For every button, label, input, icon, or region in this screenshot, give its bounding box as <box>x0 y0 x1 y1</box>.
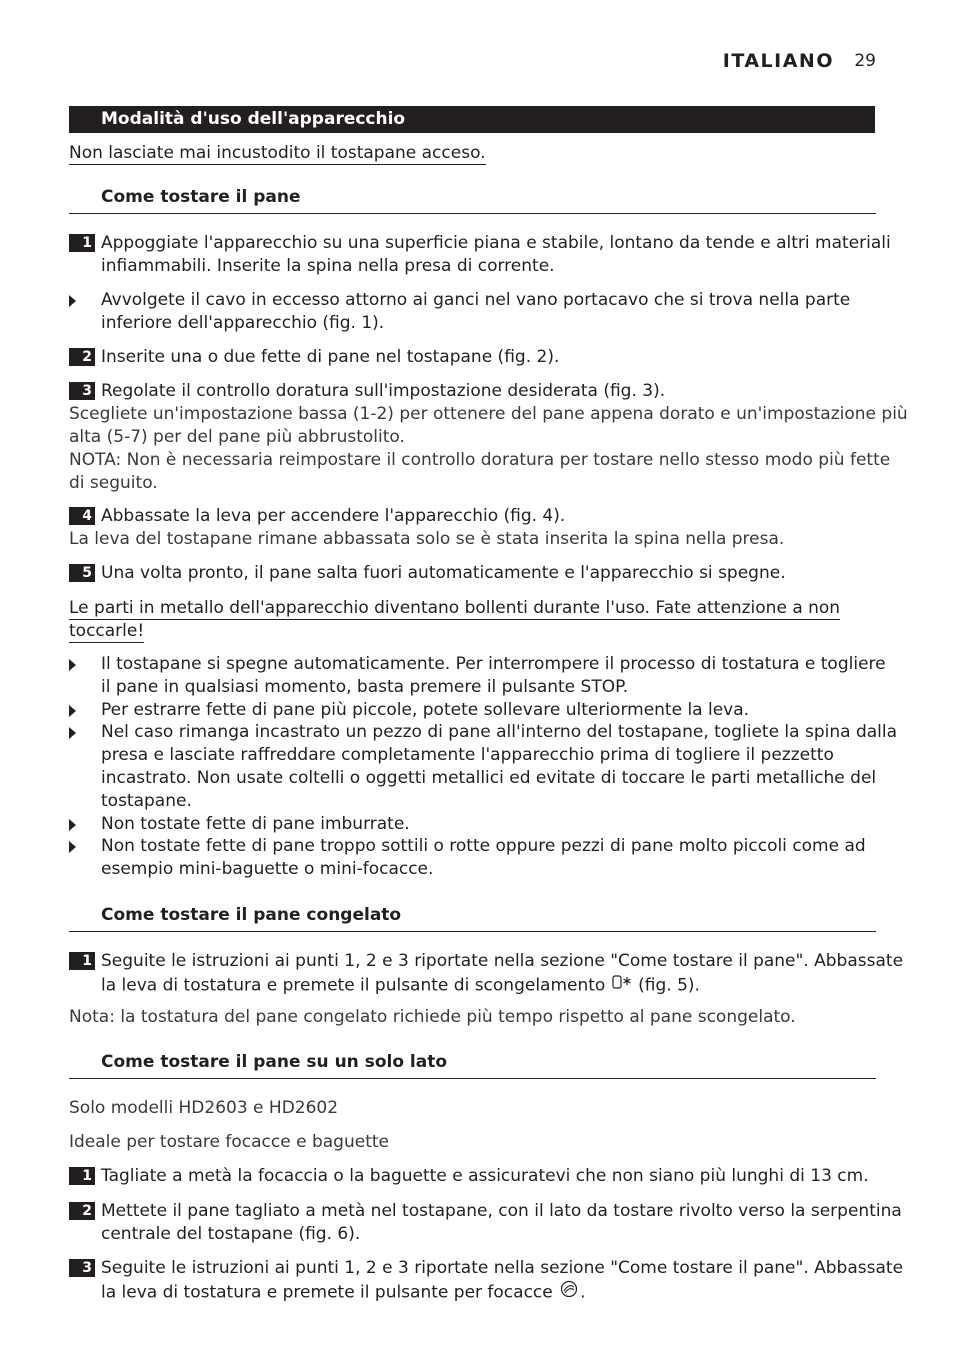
toast-bullet-1: Il tostapane si spegne automaticamente. Per interrompere il processo di tostatura e togliere il pane in qualsiasi momento, basta premere il pulsante STOP. <box>101 654 886 697</box>
step-badge: 3 <box>69 382 95 400</box>
bullet-triangle-icon <box>69 727 76 739</box>
page-number: 29 <box>854 51 876 71</box>
bun-icon <box>558 1280 580 1305</box>
bullet-triangle-icon <box>69 295 76 307</box>
bullet-triangle-icon <box>69 659 76 671</box>
toast-step4-note: La leva del tostapane rimane abbassata solo se è stata inserita la spina nella presa. <box>69 529 785 549</box>
step-badge: 2 <box>69 348 95 366</box>
language-header: ITALIANO <box>722 50 834 72</box>
toast-step2: Inserite una o due fette di pane nel tostapane (fig. 2). <box>101 347 560 367</box>
toast-bullet-4: Non tostate fette di pane imburrate. <box>101 814 410 834</box>
toast-step3-note: Scegliete un'impostazione bassa (1-2) per ottenere del pane appena dorato e un'impostazione più alta (5-7) per del pane più abbrustolito. NOTA: Non è necessaria reimpostare il controllo doratura per tostare nello stesso modo più fette di seguito. <box>69 404 908 493</box>
toast-bullet-2: Per estrarre fette di pane più piccole, potete sollevare ulteriormente la leva. <box>101 700 750 720</box>
oneside-step3: Seguite le istruzioni ai punti 1, 2 e 3 riportate nella sezione "Come tostare il pane". Abbassate la leva di tostatura e premete il pulsante per focacce . <box>101 1257 903 1305</box>
step-badge: 1 <box>69 952 95 970</box>
subheading-toast-label: Come tostare il pane <box>101 187 301 207</box>
step-badge: 2 <box>69 1202 95 1220</box>
defrost-icon <box>611 973 633 998</box>
oneside-step2: Mettete il pane tagliato a metà nel tostapane, con il lato da tostare rivolto verso la serpentina centrale del tostapane (fig. 6). <box>101 1201 902 1244</box>
toast-step1: Appoggiate l'apparecchio su una superficie piana e stabile, lontano da tende e altri materiali infiammabili. Inserite la spina nella presa di corrente. <box>101 233 891 276</box>
subheading-frozen <box>69 901 876 932</box>
bullet-triangle-icon <box>69 841 76 853</box>
toast-step4: Abbassate la leva per accendere l'apparecchio (fig. 4). <box>101 506 566 526</box>
step-badge: 3 <box>69 1259 95 1277</box>
subheading-oneside <box>69 1048 876 1079</box>
subheading-frozen-label: Come tostare il pane congelato <box>101 905 402 925</box>
step-badge: 5 <box>69 564 95 582</box>
toast-bullet-3: Nel caso rimanga incastrato un pezzo di pane all'interno del tostapane, togliete la spina dalla presa e lasciate raffreddare completamente l'apparecchio prima di togliere il pezzetto incastrato. Non usate coltelli o oggetti metallici ed evitate di toccare le parti metalliche del tostapane. <box>101 722 898 811</box>
section-title: Modalità d'uso dell'apparecchio <box>101 109 406 129</box>
subheading-oneside-label: Come tostare il pane su un solo lato <box>101 1052 448 1072</box>
toast-step5: Una volta pronto, il pane salta fuori automaticamente e l'apparecchio si spegne. <box>101 563 786 583</box>
step-badge: 1 <box>69 234 95 252</box>
bullet-triangle-icon <box>69 705 76 717</box>
toast-step3: Regolate il controllo doratura sull'impostazione desiderata (fig. 3). <box>101 381 666 401</box>
frozen-note: Nota: la tostatura del pane congelato richiede più tempo rispetto al pane scongelato. <box>69 1007 796 1027</box>
warning-unattended: Non lasciate mai incustodito il tostapane acceso. <box>69 143 486 163</box>
oneside-ideal: Ideale per tostare focacce e baguette <box>69 1132 389 1152</box>
subheading-toast <box>69 183 876 214</box>
step-badge: 1 <box>69 1167 95 1185</box>
oneside-models: Solo modelli HD2603 e HD2602 <box>69 1098 339 1118</box>
toast-bullet-5: Non tostate fette di pane troppo sottili o rotte oppure pezzi di pane molto piccoli come ad esempio mini-baguette o mini-focacce. <box>101 836 866 879</box>
toast-bullet-cord: Avvolgete il cavo in eccesso attorno ai ganci nel vano portacavo che si trova nella parte inferiore dell'apparecchio (fig. 1). <box>101 290 851 333</box>
bullet-triangle-icon <box>69 819 76 831</box>
oneside-step1: Tagliate a metà la focaccia o la baguette e assicuratevi che non siano più lunghi di 13 cm. <box>101 1166 869 1186</box>
step-badge: 4 <box>69 507 95 525</box>
warning-hot: Le parti in metallo dell'apparecchio diventano bollenti durante l'uso. Fate attenzione a non toccarle! <box>69 598 841 641</box>
section-title-bar <box>69 106 875 133</box>
frozen-step1: Seguite le istruzioni ai punti 1, 2 e 3 riportate nella sezione "Come tostare il pane". Abbassate la leva di tostatura e premete il pulsante di scongelamento (fig. 5). <box>101 950 903 998</box>
